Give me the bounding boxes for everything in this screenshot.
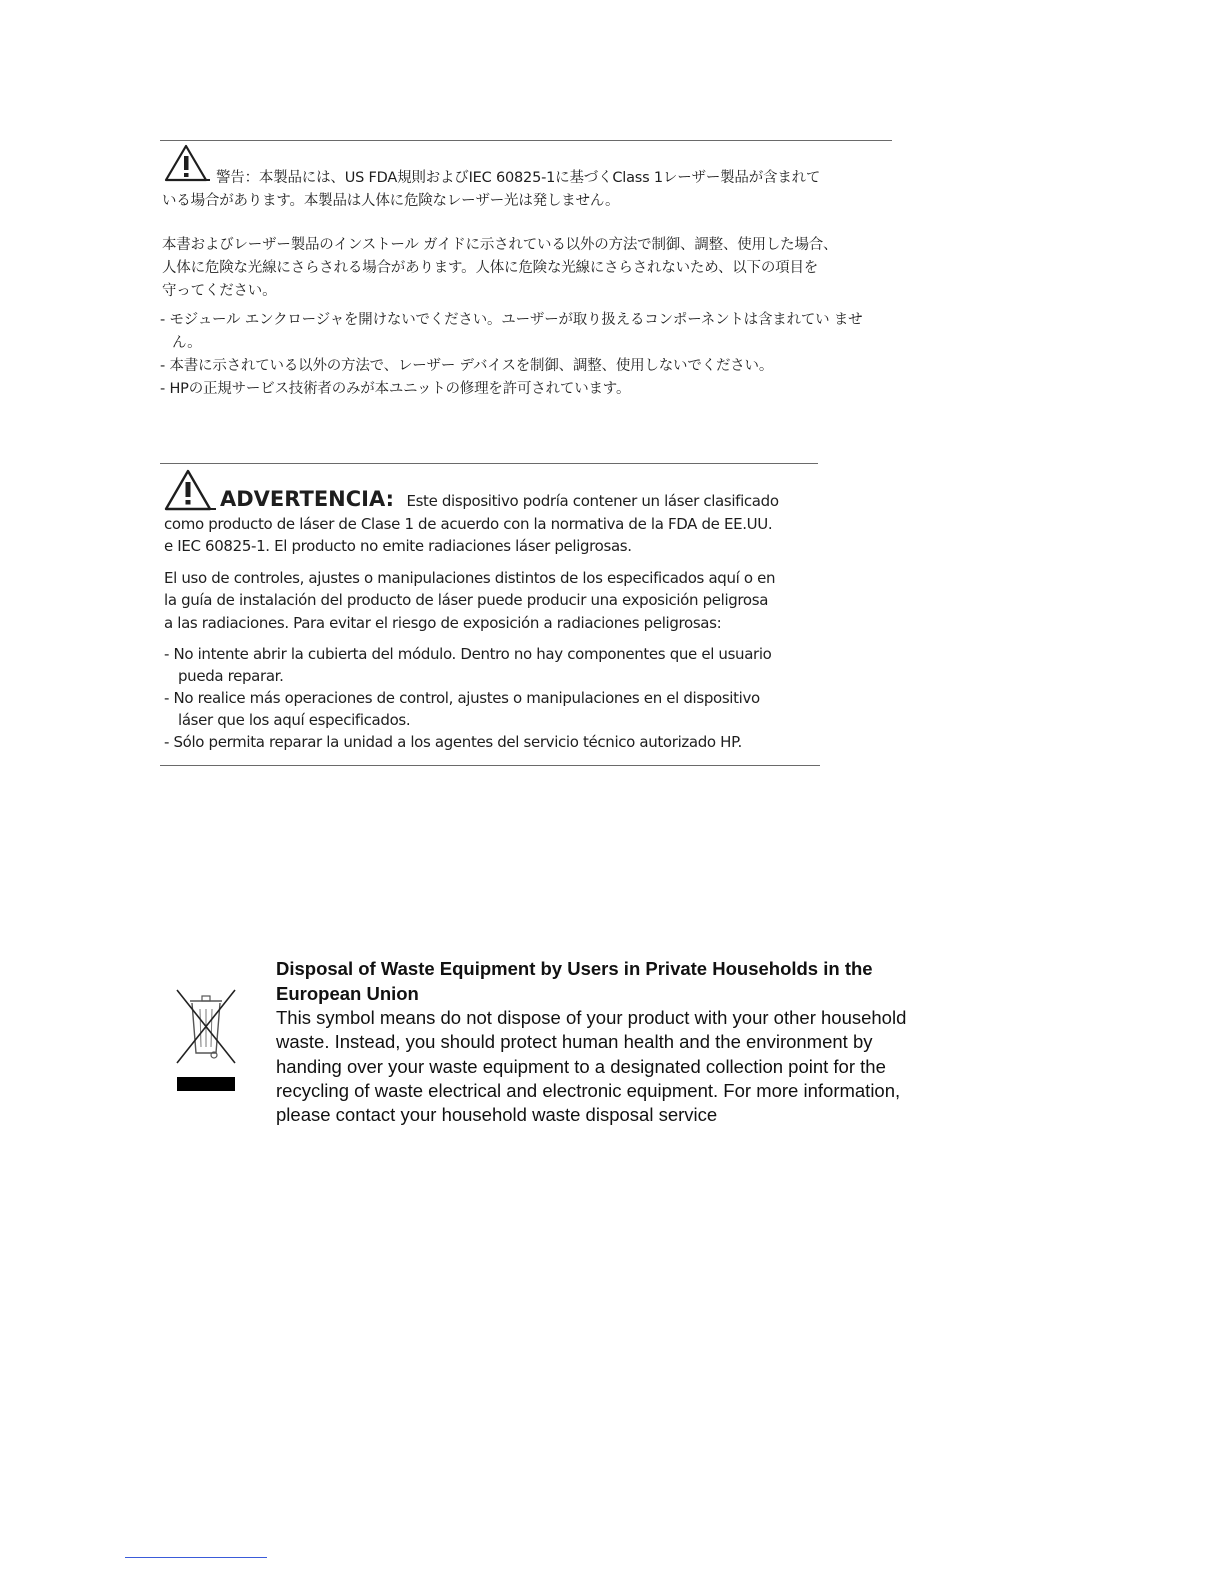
es-warning-line: e IEC 60825-1. El producto no emite radiaciones láser peligrosas. (164, 537, 632, 555)
es-para-line: a las radiaciones. Para evitar el riesgo de exposición a radiaciones peligrosas: (164, 613, 722, 632)
disposal-body-line: recycling of waste electrical and electronic equipment. For more information, (276, 1079, 901, 1101)
disposal-title-line: Disposal of Waste Equipment by Users in Private Households in the (276, 958, 873, 979)
weee-disposal-notice (276, 956, 956, 1127)
es-warning-line: como producto de láser de Clase 1 de acuerdo con la normativa de la FDA de EE.UU. (164, 514, 773, 533)
weee-bin-symbol (174, 987, 238, 1099)
es-para-line: El uso de controles, ajustes o manipulaciones distintos de los especificados aquí o en (164, 568, 776, 587)
list-item: - モジュール エンクロージャを開けないでください。ユーザーが取り扱えるコンポーネントは含まれてい ません。 (160, 312, 863, 351)
es-precaution-list (160, 643, 818, 753)
jp-precaution-list (160, 309, 892, 401)
japanese-laser-warning (160, 140, 892, 401)
jp-para-line: 本書およびレーザー製品のインストール ガイドに示されている以外の方法で制御、調整、使用した場合、 (162, 237, 838, 253)
spanish-laser-warning (160, 463, 818, 769)
warning-triangle-icon (162, 467, 218, 513)
crossed-out-bin-icon (174, 987, 238, 1095)
jp-para-line: 人体に危険な光線にさらされる場合があります。人体に危険な光線にさらされないため、以下の項目を (162, 260, 819, 276)
es-warning-line: Este dispositivo podría contener un láser clasificado (406, 492, 779, 510)
es-para-line: la guía de instalación del producto de láser puede producir una exposición peligrosa (164, 591, 769, 609)
list-item: - 本書に示されている以外の方法で、レーザー デバイスを制御、調整、使用しないでください。 (160, 358, 774, 374)
warning-bottom-rule (160, 765, 820, 766)
list-item: - Sólo permita reparar la unidad a los agentes del servicio técnico autorizado HP. (164, 733, 742, 751)
warning-triangle-icon (162, 142, 214, 184)
list-item: - HPの正規サービス技術者のみが本ユニットの修理を許可されています。 (160, 381, 631, 397)
es-warning-heading: ADVERTENCIA: (220, 487, 395, 511)
es-warning-first-line (160, 488, 818, 513)
disposal-body-line: This symbol means do not dispose of your product with your other household (276, 1007, 907, 1028)
disposal-body-line: waste. Instead, you should protect human health and the environment by (276, 1031, 873, 1053)
disposal-body-line: please contact your household waste disposal service (276, 1104, 718, 1126)
jp-warning-line: いる場合があります。本製品は人体に危険なレーザー光は発しません。 (162, 193, 620, 209)
jp-para-line: 守ってください。 (162, 283, 277, 299)
list-item: - No intente abrir la cubierta del módulo. Dentro no hay componentes que el usuario pueda reparar. (164, 645, 772, 685)
list-item: - No realice más operaciones de control, ajustes o manipulaciones en el dispositivo láser que los aquí especificados. (164, 689, 760, 729)
disposal-body-line: handing over your waste equipment to a designated collection point for the (276, 1055, 886, 1077)
jp-warning-line: 警告：本製品には、US FDA規則およびIEC 60825-1に基づくClass 1レーザー製品が含まれて (216, 170, 821, 186)
footnote-separator (125, 1557, 267, 1558)
disposal-title-line: European Union (276, 983, 419, 1004)
disposal-title (276, 956, 956, 1006)
